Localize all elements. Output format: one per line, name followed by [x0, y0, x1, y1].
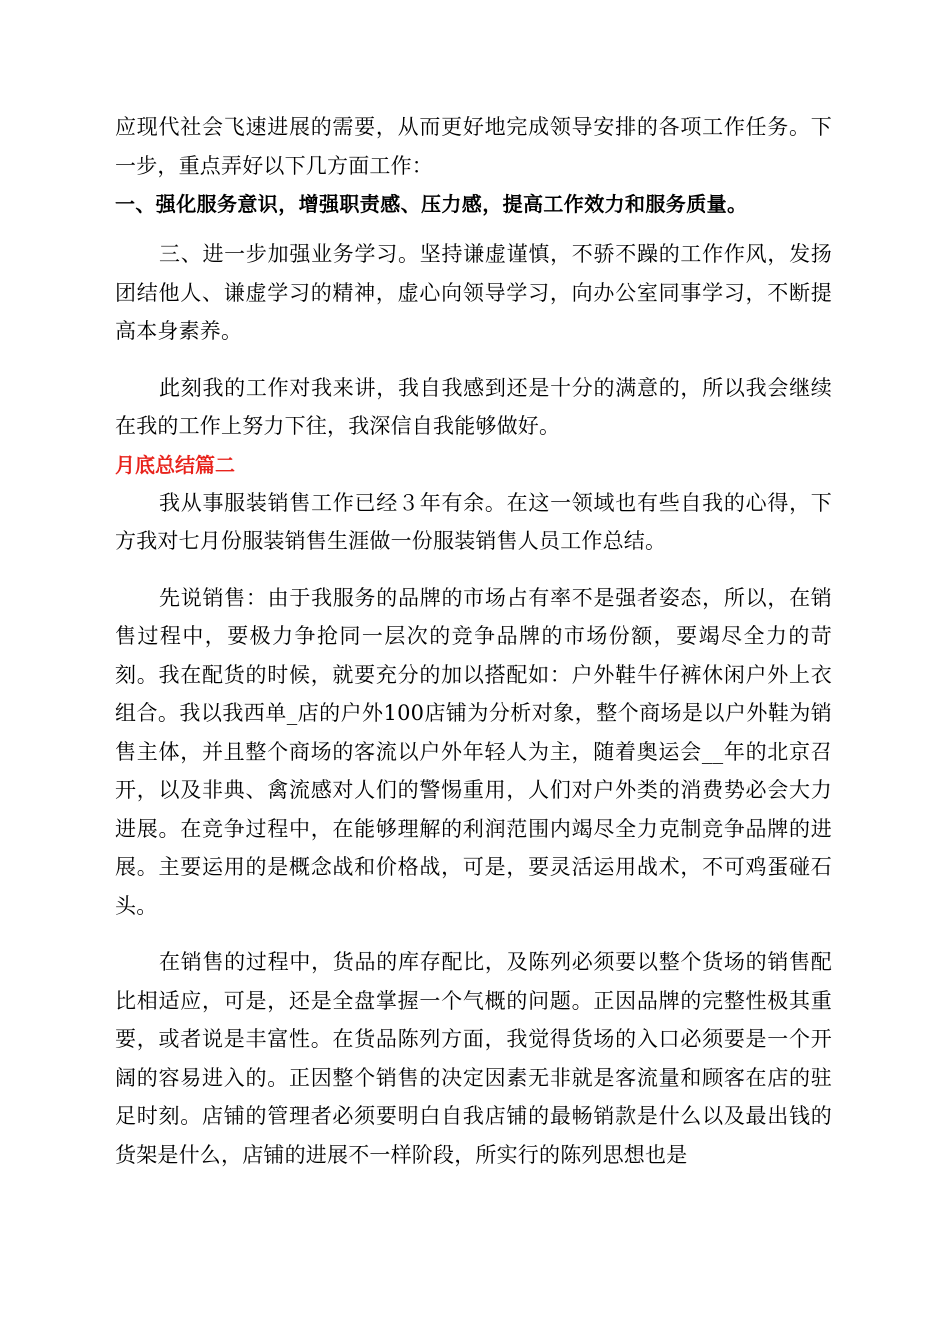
paragraph-experience: 我从事服装销售工作已经３年有余。在这一领域也有些自我的心得，下方我对七月份服装销售生涯做一份服装销售人员工作总结。 — [115, 490, 832, 553]
section-heading: 月底总结篇二 — [115, 452, 235, 477]
paragraph-point-three: 三、进一步加强业务学习。坚持谦虚谨慎，不骄不躁的工作作风，发扬团结他人、谦虚学习的精神，虚心向领导学习，向办公室同事学习，不断提高本身素养。 — [115, 242, 832, 343]
paragraph-intro: 应现代社会飞速进展的需要，从而更好地完成领导安排的各项工作任务。下一步，重点弄好以下几方面工作： — [115, 115, 832, 178]
paragraph-satisfaction: 此刻我的工作对我来讲，我自我感到还是十分的满意的，所以我会继续在我的工作上努力下往，我深信自我能够做好。 — [115, 375, 832, 438]
document-page — [115, 108, 832, 1174]
paragraph-sales: 先说销售：由于我服务的品牌的市场占有率不是强者姿态，所以，在销售过程中，要极力争抢同一层次的竞争品牌的市场份额，要竭尽全力的苛刻。我在配货的时候，就要充分的加以搭配如：户外鞋牛仔裤休闲户外上衣组合。我以我西单_店的户外100店铺为分析对象，整个商场是以户外鞋为销售主体，并且整个商场的客流以户外年轻人为主，随着奥运会__年的北京召开，以及非典、禽流感对人们的警惕重用，人们对户外类的消费势必会大力进展。在竞争过程中，在能够理解的利润范围内竭尽全力克制竞争品牌的进展。主要运用的是概念战和价格战，可是，要灵活运用战术，不可鸡蛋碰石头。 — [115, 585, 832, 918]
paragraph-inventory: 在销售的过程中，货品的库存配比，及陈列必须要以整个货场的销售配比相适应，可是，还是全盘掌握一个气概的问题。正因品牌的完整性极其重要，或者说是丰富性。在货品陈列方面，我觉得货场的入口必须要是一个开阔的容易进入的。正因整个销售的决定因素无非就是客流量和顾客在店的驻足时刻。店铺的管理者必须要明白自我店铺的最畅销款是什么以及最出钱的货架是什么，店铺的进展不一样阶段，所实行的陈列思想也是 — [115, 950, 832, 1167]
bold-point-one: 一、强化服务意识，增强职责感、压力感，提高工作效力和服务质量。 — [115, 192, 748, 216]
